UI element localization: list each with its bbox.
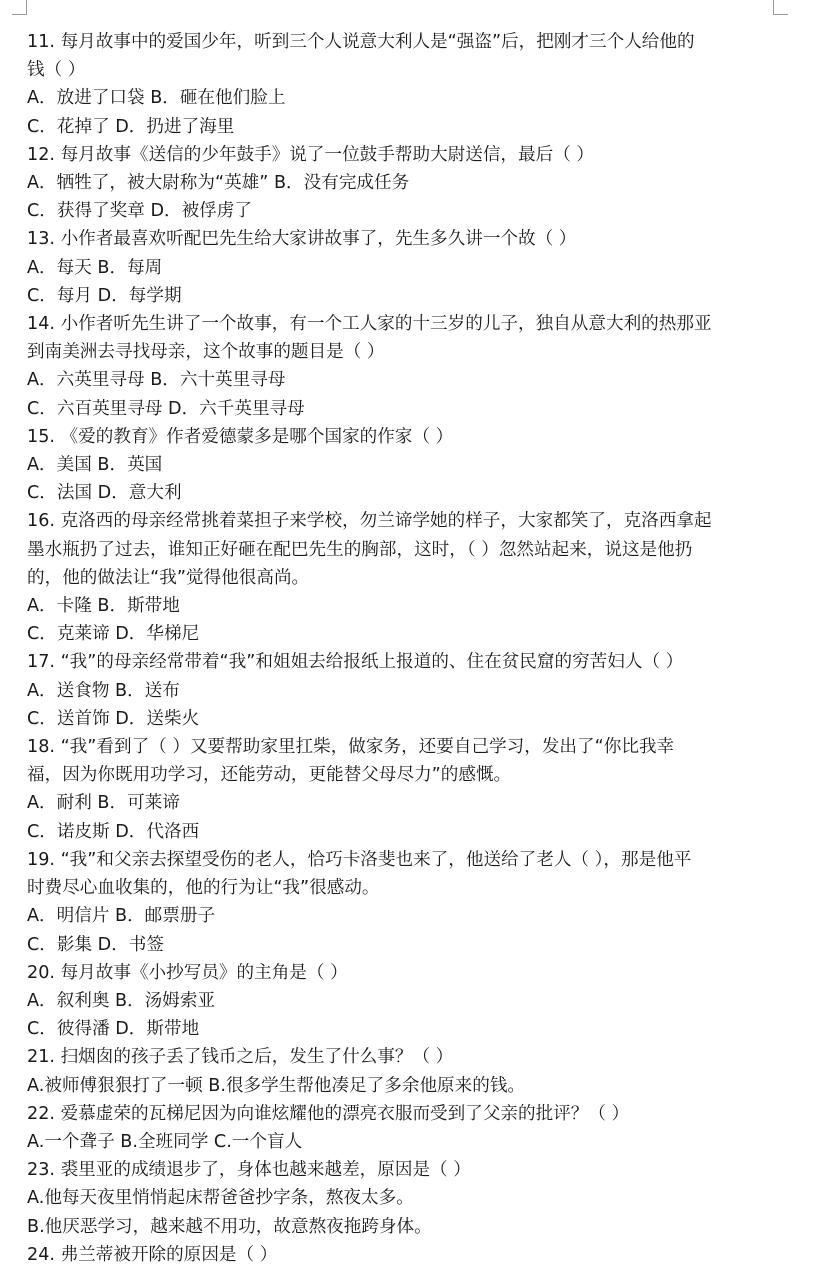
- text-line: 24. 弗兰蒂被开除的原因是（ ）: [27, 1244, 278, 1265]
- text-line: C．送首饰 D．送柴火: [27, 708, 200, 729]
- text-line: A．牺牲了，被大尉称为“英雄” B．没有完成任务: [27, 173, 410, 194]
- text-line: 11. 每月故事中的爱国少年，听到三个人说意大利人是“强盗”后，把刚才三个人给他的: [27, 32, 695, 52]
- text-line: 的，他的做法让“我”觉得他很高尚。: [27, 567, 310, 588]
- text-line: 12. 每月故事《送信的少年鼓手》说了一位鼓手帮助大尉送信，最后（ ）: [27, 144, 594, 165]
- text-line: 墨水瓶扔了过去，谁知正好砸在配巴先生的胸部，这时，（ ）忽然站起来，说这是他扔: [27, 539, 693, 560]
- page-corner-mark-left: [12, 0, 27, 15]
- text-line: C．影集 D．书签: [27, 934, 164, 955]
- text-line: 16. 克洛西的母亲经常挑着菜担子来学校，勿兰谛学她的样子，大家都笑了，克洛西拿起: [27, 511, 712, 532]
- text-line: 到南美洲去寻找母亲，这个故事的题目是（ ）: [27, 342, 385, 363]
- text-line: 21. 扫烟囱的孩子丢了钱币之后，发生了什么事？（ ）: [27, 1047, 454, 1068]
- text-line: A．六英里寻母 B．六十英里寻母: [27, 370, 286, 391]
- text-line: A．叙利奥 B．汤姆索亚: [27, 990, 216, 1011]
- page-corner-mark-right: [773, 0, 788, 15]
- text-line: 13. 小作者最喜欢听配巴先生给大家讲故事了，先生多久讲一个故（ ）: [27, 229, 577, 250]
- text-line: C．每月 D．每学期: [27, 285, 182, 306]
- text-line: C．法国 D．意大利: [27, 483, 182, 504]
- text-line: C．彼得潘 D．斯带地: [27, 1019, 200, 1040]
- text-line: C．克莱谛 D．华梯尼: [27, 624, 200, 645]
- text-line: A．卡隆 B．斯带地: [27, 596, 180, 617]
- text-line: A.被师傅狠狠打了一顿 B.很多学生帮他凑足了多余他原来的钱。: [27, 1075, 526, 1096]
- text-line: A．送食物 B．送布: [27, 680, 180, 701]
- text-line: 时费尽心血收集的，他的行为让“我”很感动。: [27, 878, 380, 899]
- text-line: C．诺皮斯 D．代洛西: [27, 821, 200, 842]
- text-line: 22. 爱慕虚荣的瓦梯尼因为向谁炫耀他的漂亮衣服而受到了父亲的批评？（ ）: [27, 1103, 630, 1124]
- text-line: C．获得了奖章 D．被俘虏了: [27, 201, 252, 222]
- text-line: B.他厌恶学习，越来越不用功，故意熬夜拖跨身体。: [27, 1216, 432, 1237]
- text-line: A．每天 B．每周: [27, 257, 163, 278]
- text-line: 19. “我”和父亲去探望受伤的老人，恰巧卡洛斐也来了，他送给了老人（ ），那是他平: [27, 849, 692, 870]
- question-list: [27, 28, 795, 1269]
- text-line: A．明信片 B．邮票册子: [27, 906, 216, 927]
- text-line: A.一个聋子 B.全班同学 C.一个盲人: [27, 1131, 303, 1152]
- text-line: 钱（ ）: [27, 60, 86, 81]
- text-line: A．放进了口袋 B．砸在他们脸上: [27, 88, 286, 109]
- text-line: A．耐利 B．可莱谛: [27, 793, 180, 814]
- text-line: C．六百英里寻母 D．六千英里寻母: [27, 398, 305, 419]
- text-line: 23. 裘里亚的成绩退步了，身体也越来越差，原因是（ ）: [27, 1160, 471, 1181]
- text-line: A.他每天夜里悄悄起床帮爸爸抄字条，熬夜太多。: [27, 1188, 414, 1209]
- text-line: 福，因为你既用功学习，还能劳动，更能替父母尽力”的感慨。: [27, 765, 512, 786]
- text-line: 15. 《爱的教育》作者爱德蒙多是哪个国家的作家（ ）: [27, 426, 454, 447]
- text-line: 14. 小作者听先生讲了一个故事，有一个工人家的十三岁的儿子，独自从意大利的热那亚: [27, 314, 712, 335]
- text-line: 18. “我”看到了（ ）又要帮助家里扛柴，做家务，还要自己学习，发出了“你比我幸: [27, 737, 675, 758]
- text-line: A．美国 B．英国: [27, 455, 163, 476]
- text-line: C．花掉了 D．扔进了海里: [27, 116, 235, 137]
- text-line: 20. 每月故事《小抄写员》的主角是（ ）: [27, 962, 348, 983]
- text-line: 17. “我”的母亲经常带着“我”和姐姐去给报纸上报道的、住在贫民窟的穷苦妇人（ ）: [27, 652, 684, 673]
